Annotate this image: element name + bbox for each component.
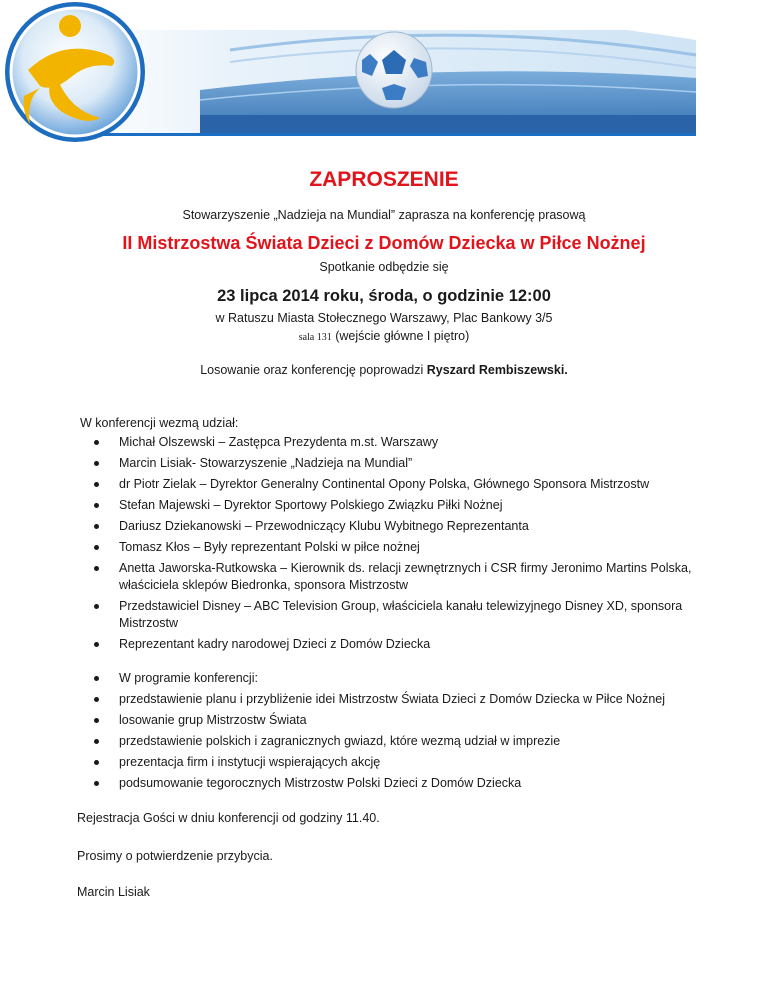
stadium-banner-graphic [0, 0, 768, 145]
list-item: Przedstawiciel Disney – ABC Television Group, właściciela kanału telewizyjnego Disney XD, sponsora Mistrzostw [0, 598, 768, 632]
list-item: Stefan Majewski – Dyrektor Sportowy Polskiego Związku Piłki Nożnej [0, 497, 768, 514]
host-prefix: Losowanie oraz konferencję poprowadzi [200, 363, 427, 377]
bullet-icon [94, 566, 99, 571]
room-number: sala 131 [298, 332, 332, 343]
room-entrance: (wejście główne I piętro) [331, 329, 470, 343]
bullet-icon [94, 781, 99, 786]
participants-heading: W konferencji wezmą udział: [80, 416, 239, 430]
list-item: Reprezentant kadry narodowej Dzieci z Domów Dziecka [0, 636, 768, 653]
intro-line: Stowarzyszenie „Nadzieja na Mundial” zaprasza na konferencję prasową [182, 208, 586, 222]
program-list [0, 670, 768, 792]
bullet-icon [94, 604, 99, 609]
date-line: 23 lipca 2014 roku, środa, o godzinie 12:00 [217, 287, 551, 305]
list-item: dr Piotr Zielak – Dyrektor Generalny Continental Opony Polska, Głównego Sponsora Mistrzostw [0, 476, 768, 493]
bullet-icon [94, 760, 99, 765]
list-item: losowanie grup Mistrzostw Świata [0, 712, 768, 729]
bullet-icon [94, 545, 99, 550]
confirm-note: Prosimy o potwierdzenie przybycia. [77, 849, 273, 863]
list-item: Marcin Lisiak- Stowarzyszenie „Nadzieja na Mundial” [0, 455, 768, 472]
football-icon [356, 32, 432, 108]
list-item: przedstawienie polskich i zagranicznych gwiazd, które wezmą udział w imprezie [0, 733, 768, 750]
bullet-icon [94, 697, 99, 702]
event-name: II Mistrzostwa Świata Dzieci z Domów Dziecka w Piłce Nożnej [122, 233, 646, 253]
host-line [0, 363, 768, 377]
list-item: prezentacja firm i instytucji wspierających akcję [0, 754, 768, 771]
signature: Marcin Lisiak [77, 885, 150, 899]
bullet-icon [94, 739, 99, 744]
participants-list [0, 434, 768, 653]
bullet-icon [94, 642, 99, 647]
bullet-icon [94, 482, 99, 487]
list-item: Anetta Jaworska-Rutkowska – Kierownik ds. relacji zewnętrznych i CSR firmy Jeronimo Martins Polska, właściciela sklepów Biedronka, sponsora Mistrzostw [0, 560, 768, 594]
list-item: Michał Olszewski – Zastępca Prezydenta m.st. Warszawy [0, 434, 768, 451]
bullet-icon [94, 503, 99, 508]
bullet-icon [94, 718, 99, 723]
registration-note: Rejestracja Gości w dniu konferencji od godziny 11.40. [77, 811, 380, 825]
list-item: przedstawienie planu i przybliżenie idei Mistrzostw Świata Dzieci z Domów Dziecka w Piłce Nożnej [0, 691, 768, 708]
page-title: ZAPROSZENIE [309, 168, 459, 191]
header-banner [0, 0, 768, 145]
organization-logo [5, 2, 145, 142]
room-line [0, 329, 768, 343]
place-line: w Ratuszu Miasta Stołecznego Warszawy, Plac Bankowy 3/5 [215, 311, 553, 325]
list-item: Tomasz Kłos – Były reprezentant Polski w piłce nożnej [0, 539, 768, 556]
bullet-icon [94, 440, 99, 445]
meeting-line: Spotkanie odbędzie się [319, 260, 449, 274]
list-item: W programie konferencji: [0, 670, 768, 687]
bullet-icon [94, 461, 99, 466]
list-item: Dariusz Dziekanowski – Przewodniczący Klubu Wybitnego Reprezentanta [0, 518, 768, 535]
bullet-icon [94, 676, 99, 681]
host-name: Ryszard Rembiszewski. [426, 363, 568, 377]
list-item: podsumowanie tegorocznych Mistrzostw Polski Dzieci z Domów Dziecka [0, 775, 768, 792]
bullet-icon [94, 524, 99, 529]
